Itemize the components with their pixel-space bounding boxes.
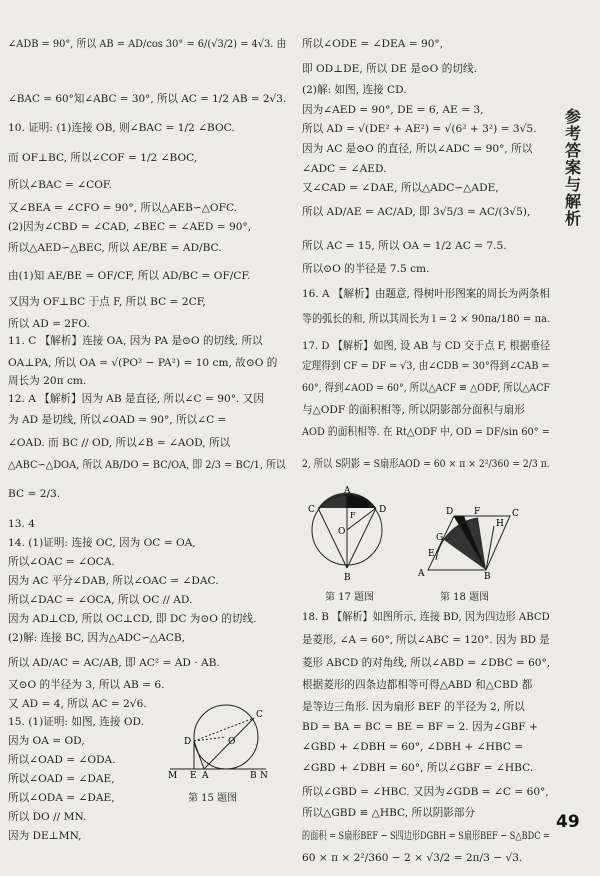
text-line: 的面积 = S扇形BEF − S四边形DGBH = S扇形BEF − S△BDC =	[302, 830, 550, 842]
fig15-label-d: D	[184, 737, 192, 747]
sidebar-char: 与	[564, 175, 581, 194]
text-line: 10. 证明: (1)连接 OB, 则∠BAC = 1/2 ∠BOC.	[8, 122, 235, 134]
text-line: ∠OAD. 而 BC // OD, 所以∠B = ∠AOD, 所以	[8, 437, 231, 449]
fig15-label-m: M	[168, 771, 178, 780]
fig15-label-c: C	[256, 710, 263, 720]
caption-fig18: 第 18 题图	[440, 592, 490, 603]
text-line: 18. B 【解析】如图所示, 连接 BD, 因为四边形 ABCD	[302, 611, 550, 623]
fig15-label-e: E	[190, 771, 197, 780]
text-line: 所以∠ODE = ∠DEA = 90°,	[302, 38, 444, 50]
fig18-label-f: F	[474, 507, 481, 517]
text-line: OA⊥PA, 所以 OA = √(PO² − PA²) = 10 cm, 故⊙O 的	[8, 357, 278, 369]
fig18-label-e: E	[428, 549, 435, 559]
text-line: 60 × π × 2²/360 − 2 × √3/2 = 2π/3 − √3.	[302, 852, 523, 864]
text-line: △ABC∽△DOA, 所以 AB/DO = BC/OA, 即 2/3 = BC/1, 所以	[8, 459, 286, 471]
text-line: 又因为 OF⊥BC 于点 F, 所以 BC = 2CF,	[8, 296, 206, 308]
text-line: 所以∠OAD = ∠DAE,	[8, 773, 115, 785]
sidebar-char: 答	[564, 141, 581, 160]
text-line: (2)解: 如图, 连接 CD.	[302, 84, 407, 96]
text-line: 因为 OA = OD,	[8, 735, 85, 747]
text-line: 等的弧长的和, 所以其周长为 l = 2 × 90πa/180 = πa.	[302, 313, 551, 325]
text-line: 所以⊙O 的半径是 7.5 cm.	[302, 263, 430, 275]
text-line: 所以∠GBD = ∠HBC. 又因为∠GDB = ∠C = 60°,	[302, 786, 549, 798]
text-line: 由(1)知 AE/BE = OF/CF, 所以 AD/BC = OF/CF.	[8, 270, 251, 282]
fig18-label-c: C	[512, 509, 519, 519]
text-line: 2, 所以 S阴影 = S扇形AOD = 60 × π × 2²/360 = 2/3 π.	[302, 458, 550, 470]
fig17-label-a: A	[344, 486, 351, 496]
fig18-label-g: G	[436, 533, 444, 543]
text-line: 定理得到 CF = DF = √3, 由∠CDB = 30°得到∠CAB =	[302, 360, 550, 372]
sidebar-char: 解	[564, 192, 581, 211]
fig18-label-b: B	[484, 572, 491, 580]
figure-18	[414, 502, 524, 580]
fig18-label-h: H	[496, 519, 504, 529]
text-line: 所以∠ODA = ∠DAE,	[8, 792, 115, 804]
fig18-label-d: D	[446, 507, 454, 517]
text-line: 所以 AD/AC = AC/AB, 即 AC² = AD · AB.	[8, 657, 220, 669]
fig17-label-o: O	[338, 527, 346, 537]
text-line: 而 OF⊥BC, 所以∠COF = 1/2 ∠BOC,	[8, 152, 198, 164]
text-line: 是菱形, ∠A = 60°, 所以∠ABC = 120°. 因为 BD 是	[302, 634, 550, 646]
text-line: 因为 DE⊥MN,	[8, 830, 82, 842]
text-line: 根据菱形的四条边都相等可得△ABD 和△CBD 都	[302, 679, 533, 691]
text-line: 又∠CAD = ∠DAE, 所以△ADC∽△ADE,	[302, 182, 499, 194]
text-line: 13. 4	[8, 518, 35, 530]
text-line: 所以∠OAD = ∠ODA.	[8, 754, 116, 766]
text-line: 所以 AD = 2FO.	[8, 318, 90, 330]
text-line: 所以 AD/AE = AC/AD, 即 3√5/3 = AC/(3√5),	[302, 206, 531, 218]
fig17-label-c: C	[308, 505, 315, 515]
figure-15	[168, 700, 270, 780]
page-number: 49	[556, 812, 580, 832]
text-line: BC = 2/3.	[8, 488, 61, 500]
text-line: 所以∠BAC = ∠COF.	[8, 179, 112, 191]
fig15-label-b: B	[250, 771, 257, 780]
fig15-label-n: N	[260, 771, 268, 780]
text-line: 因为 AD⊥CD, 所以 OC⊥CD, 即 DC 为⊙O 的切线.	[8, 613, 257, 625]
text-line: (2)解: 连接 BC, 因为△ADC∽△ACB,	[8, 632, 186, 644]
fig15-label-o: O	[228, 737, 236, 747]
text-line: 12. A 【解析】因为 AB 是直径, 所以∠C = 90°. 又因	[8, 393, 264, 405]
text-line: 16. A 【解析】由题意, 得树叶形图案的周长为两条相	[302, 288, 550, 300]
text-line: ∠GBD + ∠DBH = 60°, ∠DBH + ∠HBC =	[302, 741, 524, 753]
text-line: ∠ADC = ∠AED.	[302, 163, 387, 175]
text-line: ∠GBD + ∠DBH = 60°, 所以∠GBF = ∠HBC.	[302, 762, 534, 774]
figure-17	[306, 484, 388, 584]
text-line: 所以△GBD ≌ △HBC, 所以阴影部分	[302, 807, 476, 819]
text-line: 所以 DO // MN.	[8, 811, 87, 823]
fig17-label-f: F	[350, 511, 356, 520]
text-line: 又⊙O 的半径为 3, 所以 AB = 6.	[8, 679, 165, 691]
caption-fig17: 第 17 题图	[325, 592, 375, 603]
text-line: ∠BAC = 60°知∠ABC = 30°, 所以 AC = 1/2 AB = 2√3.	[8, 93, 287, 105]
text-line: 所以∠OAC = ∠OCA.	[8, 556, 115, 568]
text-line: 所以 AC = 15, 所以 OA = 1/2 AC = 7.5.	[302, 240, 507, 252]
text-line: AOD 的面积相等. 在 Rt△ODF 中, OD = DF/sin 60° =	[302, 426, 550, 438]
caption-fig15: 第 15 题图	[188, 793, 238, 804]
text-line: 所以 AD = √(DE² + AE²) = √(6² + 3²) = 3√5.	[302, 123, 537, 135]
sidebar-char: 考	[564, 124, 581, 143]
text-line: (2)因为∠CBD = ∠CAD, ∠BEC = ∠AED = 90°,	[8, 221, 252, 233]
text-line: 14. (1)证明: 连接 OC, 因为 OC = OA,	[8, 537, 196, 549]
text-line: 菱形 ABCD 的对角线, 所以∠ABD = ∠DBC = 60°,	[302, 657, 551, 669]
fig17-label-b: B	[344, 573, 351, 583]
fig18-label-a: A	[418, 569, 425, 579]
text-line: 因为∠AED = 90°, DE = 6, AE = 3,	[302, 104, 484, 116]
sidebar-title	[553, 108, 593, 227]
fig15-label-a: A	[202, 771, 209, 780]
text-line: 因为 AC 是⊙O 的直径, 所以∠ADC = 90°, 所以	[302, 143, 533, 155]
text-line: ∠ADB = 90°, 所以 AB = AD/cos 30° = 6/(√3/2) = 4√3. 由	[8, 38, 287, 50]
sidebar-char: 析	[564, 209, 581, 228]
text-line: 60°, 得到∠AOD = 60°, 所以△ACF ≌ △ODF, 所以△ACF	[302, 382, 550, 394]
text-line: 为 AD 是切线, 所以∠OAD = 90°, 所以∠C =	[8, 414, 227, 426]
text-line: 又 AD = 4, 所以 AC = 2√6.	[8, 698, 147, 710]
text-line: 因为 AC 平分∠DAB, 所以∠OAC = ∠DAC.	[8, 575, 219, 587]
text-line: 17. D 【解析】如图, 设 AB 与 CD 交于点 F, 根据垂径	[302, 340, 551, 352]
text-line: 15. (1)证明: 如图, 连接 OD.	[8, 716, 144, 728]
text-line: 11. C 【解析】连接 OA, 因为 PA 是⊙O 的切线, 所以	[8, 335, 263, 347]
text-line: 所以△AED∽△BEC, 所以 AE/BE = AD/BC.	[8, 242, 222, 254]
text-line: 与△ODF 的面积相等, 所以阴影部分面积与扇形	[302, 404, 525, 416]
text-line: 所以∠DAC = ∠OCA, 所以 OC // AD.	[8, 594, 193, 606]
text-line: BD = BA = BC = BE = BF = 2. 因为∠GBF +	[302, 721, 538, 733]
text-line: 是等边三角形. 因为扇形 BEF 的半径为 2, 所以	[302, 701, 525, 713]
text-line: 又∠BEA = ∠CFO = 90°, 所以△AEB∽△OFC.	[8, 202, 238, 214]
sidebar-char: 参	[564, 107, 581, 126]
sidebar-char: 案	[564, 158, 581, 177]
text-line: 周长为 20π cm.	[8, 375, 87, 387]
fig17-label-d: D	[379, 505, 387, 515]
text-line: 即 OD⊥DE, 所以 DE 是⊙O 的切线.	[302, 63, 477, 75]
